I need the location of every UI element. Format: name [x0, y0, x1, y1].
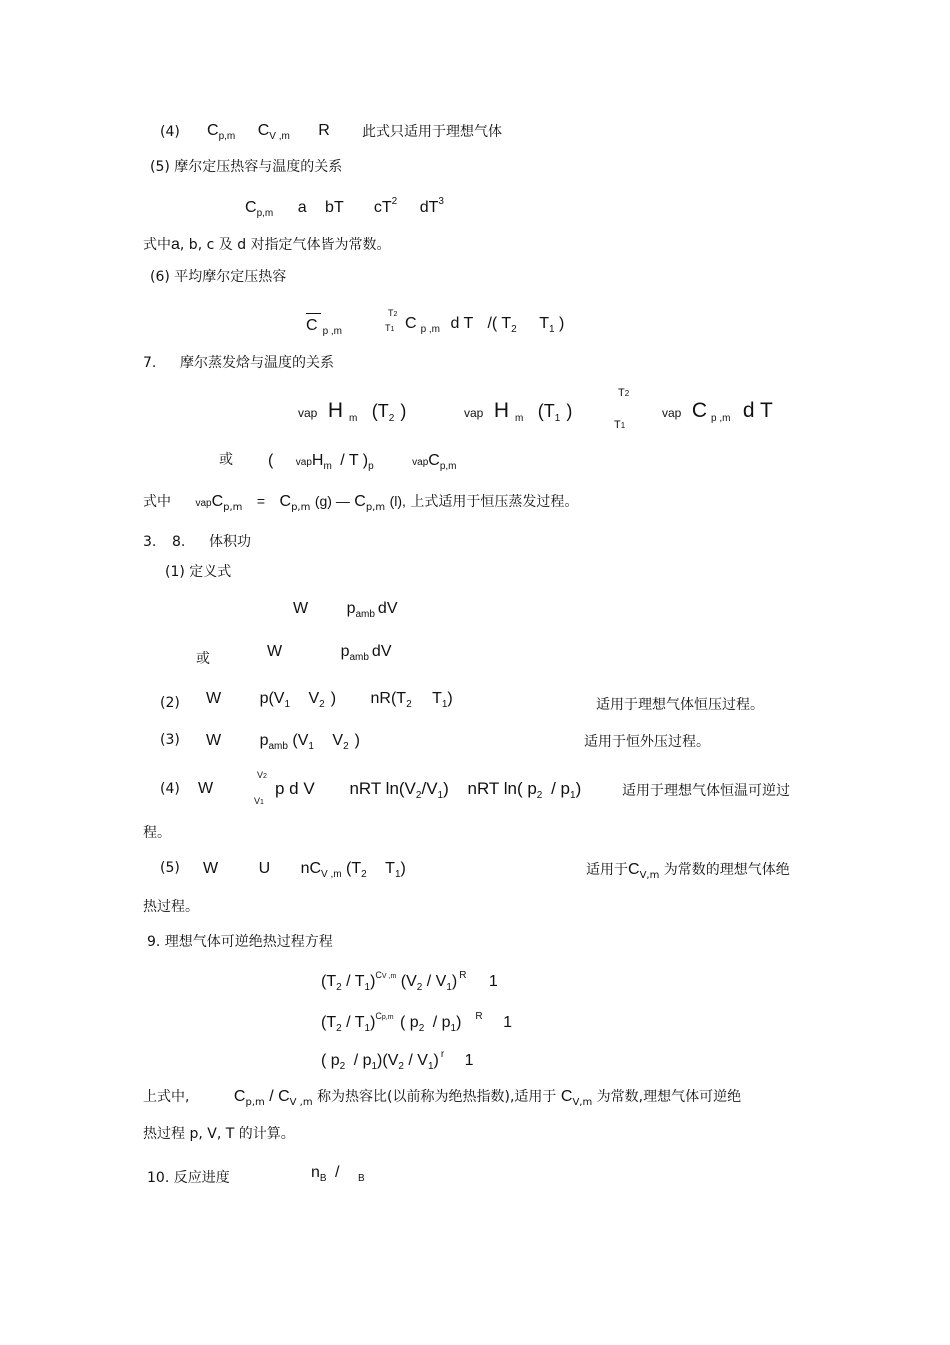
formula-adiabatic-2: $(T_2 / T_1)^{Cp,m}$ ( $p_2 / p_1$) $^R$ 1: [321, 1011, 512, 1034]
w4-note-continued: 程。: [143, 825, 171, 841]
formula-w4: p d V nRT $\ln(V_2/V_1)$ nRT ln( $p_2 / p_1$): [275, 779, 582, 801]
heat-capacity-ratio-note-cont: 热过程 p, V, T 的计算。: [143, 1126, 295, 1142]
heat-capacity-ratio-note: 上式中, $C_{p,m} / C_{V ,m}$ 称为热容比(以前称为绝热指数),适用于 $C_{V,m}$ 为常数,理想气体可逆绝: [143, 1088, 742, 1108]
vap-integral-lower: T1: [614, 419, 626, 431]
w4-label: (4): [160, 781, 180, 797]
constants-note: 式中a, b, c 及 d 对指定气体皆为常数。: [143, 236, 391, 253]
item-8-title: 体积功: [209, 534, 251, 550]
line-5-heading: (5) 摩尔定压热容与温度的关系: [150, 159, 343, 175]
w4-integral-lower: V1: [254, 796, 264, 806]
formula-cp-cv: $C_{p,m}$ $C_{V ,m}$ R: [207, 122, 330, 142]
vap-integral-upper: T2: [618, 387, 630, 399]
w4-note: 适用于理想气体恒温可逆过: [622, 783, 790, 799]
formula-mean-cp-lhs: C $_{p ,m}$: [306, 317, 343, 337]
line-4-note: 此式只适用于理想气体: [362, 124, 502, 140]
item-8-subnumber: 8.: [172, 534, 186, 550]
w3-label: (3): [160, 732, 180, 748]
item-10-title: 10. 反应进度: [147, 1170, 230, 1186]
item-7-number: 7.: [143, 355, 157, 371]
w3-note: 适用于恒外压过程。: [584, 734, 710, 750]
formula-w2: W $p(V_1$ $V_2$ ) $nR(T_2$ $T_1$): [206, 690, 453, 710]
formula-work-definition-2: W $p_{amb}$ dV: [267, 643, 392, 663]
formula-w5: W U $nC_{V ,m}$ ($T_2$ $T_1$): [203, 860, 406, 880]
formula-mean-cp-rhs: C $_{p ,m}$ d T /( $T_2$ $T_1$ ): [405, 315, 565, 335]
w5-note-continued: 热过程。: [143, 899, 199, 915]
integral-lower-limit: T1: [385, 323, 395, 333]
w5-note: 适用于$C_{V,m}$ 为常数的理想气体绝: [586, 861, 790, 881]
integral-upper-limit: T2: [388, 308, 398, 318]
formula-w3: W $p_{amb}$ ($V_1$ $V_2$ ): [206, 732, 360, 752]
formula-reaction-extent: $n_B / _B$: [311, 1164, 365, 1184]
w2-note: 适用于理想气体恒压过程。: [596, 697, 764, 713]
mean-overbar: [306, 313, 321, 314]
item-7-title: 摩尔蒸发焓与温度的关系: [180, 355, 334, 371]
item-9-title: 9. 理想气体可逆绝热过程方程: [147, 934, 333, 950]
line-6-heading: (6) 平均摩尔定压热容: [150, 269, 287, 285]
formula-vap-h-t2: vap H $_m$ ($T_2$ ): [298, 399, 407, 424]
formula-vap-h-t1: vap H $_m$ ($T_1$ ): [464, 399, 573, 424]
definition-label: (1) 定义式: [165, 564, 232, 580]
formula-adiabatic-1: $(T_2 / T_1)^{CV ,m}$ $(V_2 / V_1)$ $^R$ 1: [321, 970, 498, 993]
vap-note: 式中 vapC$_{p,m}$ = $C_{p,m}$ (g) — $C_{p,m}$ (l), 上式适用于恒压蒸发过程。: [143, 493, 579, 513]
formula-vap-derivative: ( vapH$_m$ / T )$_p$ vapC$_{p,m}$: [268, 452, 457, 472]
work-or-label: 或: [196, 651, 210, 667]
w5-label: (5): [160, 860, 180, 876]
w2-label: (2): [160, 695, 180, 711]
formula-w4-w: W: [198, 780, 214, 797]
formula-adiabatic-3: ( $p_2 / p_1)(V_2 / V_1)$ $^r$ 1: [321, 1049, 474, 1072]
vap-or-label: 或: [219, 452, 233, 468]
formula-cp-polynomial: $C_{p,m}$ a bT $cT^2$ $dT^3$: [245, 196, 444, 219]
formula-work-definition-1: W $p_{amb}$ dV: [293, 600, 398, 620]
line-4-label: (4): [160, 124, 180, 140]
item-8-number: 3.: [143, 534, 157, 550]
formula-vap-cp-integrand: vap C $_{p ,m}$ d T: [662, 399, 773, 424]
w4-integral-upper: V2: [257, 770, 267, 780]
